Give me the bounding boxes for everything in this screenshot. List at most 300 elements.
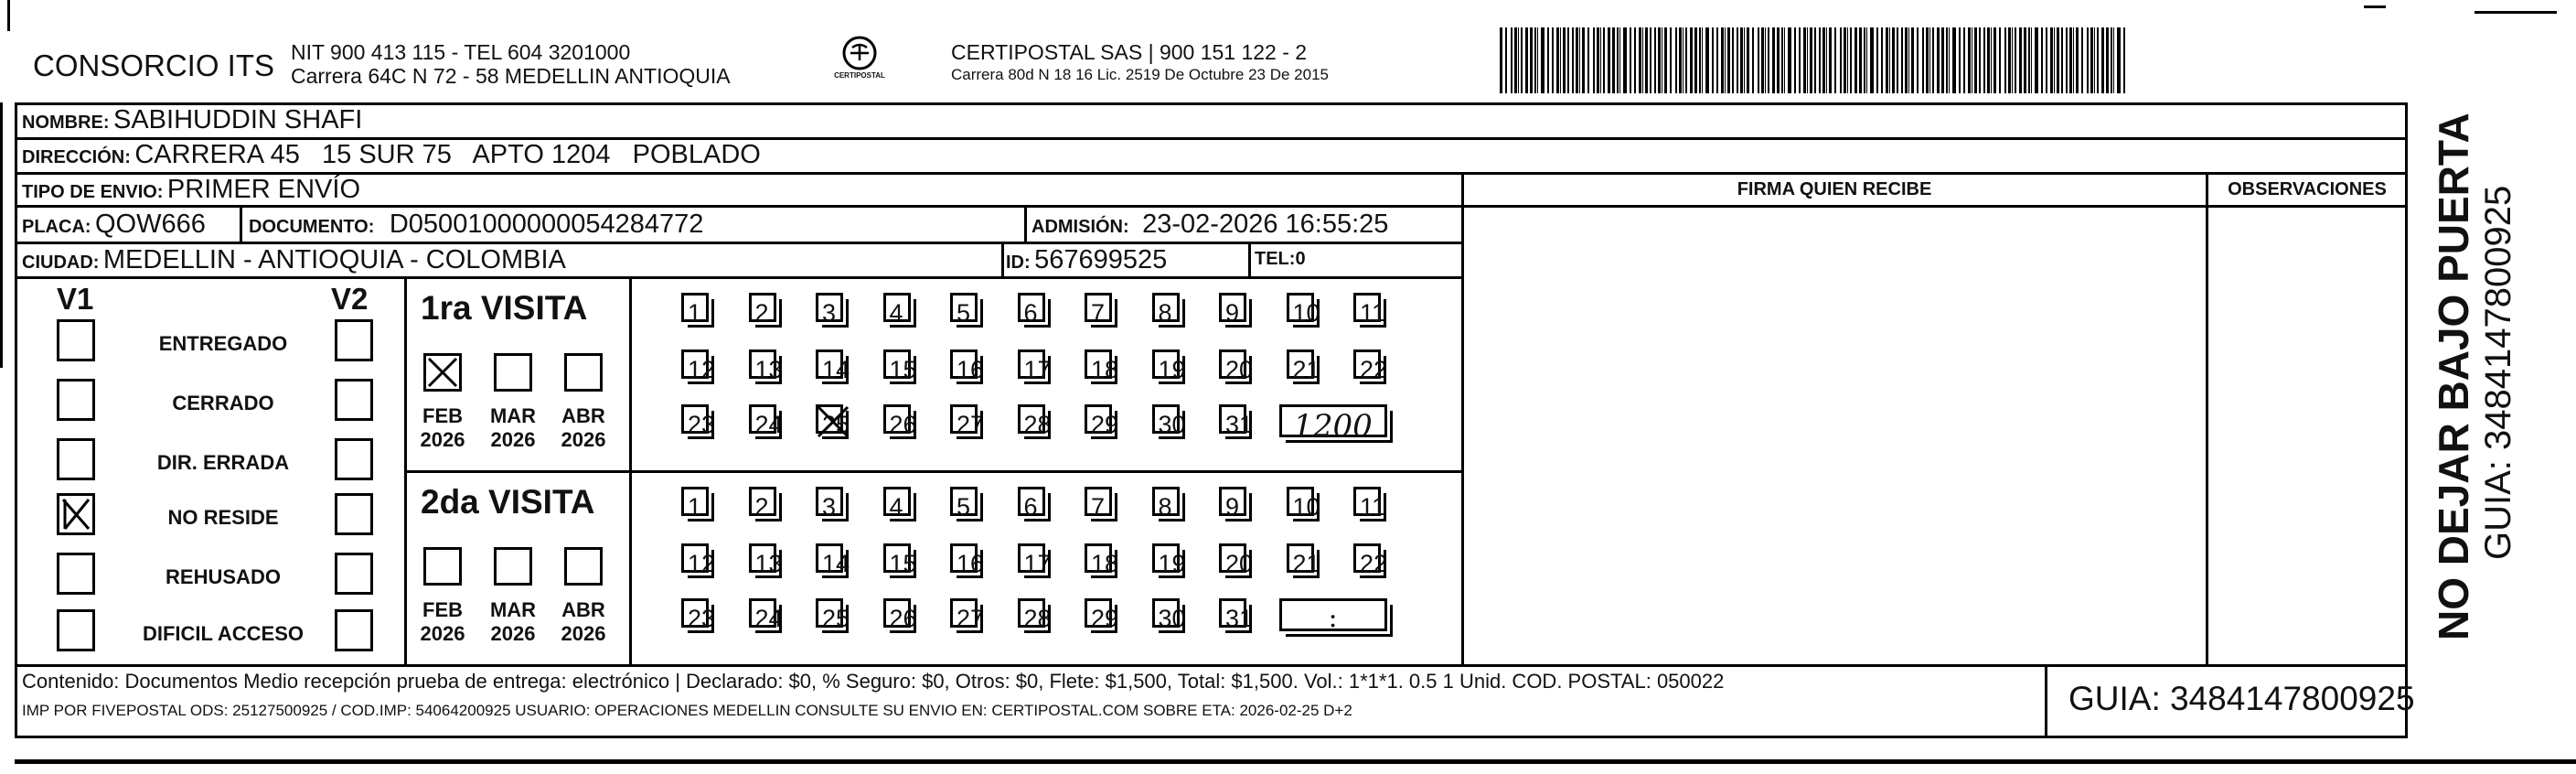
- ciudad-label: CIUDAD:: [22, 253, 100, 273]
- day-box[interactable]: 31: [1219, 598, 1246, 628]
- day-box[interactable]: 25: [816, 404, 843, 434]
- day-box[interactable]: 24: [749, 404, 776, 434]
- barcode-bar: [1768, 27, 1769, 93]
- day-box[interactable]: 18: [1085, 543, 1112, 573]
- day-box[interactable]: 10: [1287, 487, 1314, 516]
- day-box[interactable]: 26: [883, 598, 911, 628]
- corner-mark: [2364, 5, 2386, 8]
- tipo-value: PRIMER ENVÍO: [166, 175, 361, 204]
- barcode-bar: [1560, 27, 1561, 93]
- barcode-bar: [1908, 27, 1909, 93]
- barcode-bar: [2041, 27, 2043, 93]
- day-box[interactable]: 8: [1152, 293, 1180, 322]
- nombre-row: [22, 105, 362, 135]
- status-label: CERRADO: [172, 392, 274, 414]
- barcode-bar: [1593, 27, 1595, 93]
- month-name: MAR: [489, 598, 537, 621]
- day-box[interactable]: 14: [816, 543, 843, 573]
- month-label: [415, 598, 470, 646]
- barcode-bar: [1619, 27, 1620, 93]
- footer-guia: GUIA: 3484147800925: [2068, 680, 2415, 717]
- v2-checkbox[interactable]: [335, 438, 373, 480]
- month-label: [486, 404, 540, 452]
- observaciones-header: OBSERVACIONES: [2228, 179, 2387, 199]
- day-box[interactable]: 6: [1018, 487, 1045, 516]
- month-name: FEB: [422, 598, 463, 621]
- direccion-label: DIRECCIÓN:: [22, 147, 131, 167]
- corner-mark: [7, 0, 10, 31]
- barcode-bar: [2046, 27, 2047, 93]
- month-label: [556, 598, 611, 646]
- day-box[interactable]: 10: [1287, 293, 1314, 322]
- barcode-bar: [1699, 27, 1701, 93]
- barcode-bar: [1650, 27, 1651, 93]
- day-box[interactable]: 16: [950, 349, 978, 379]
- barcode-bar: [2012, 27, 2013, 93]
- day-box[interactable]: 1: [681, 293, 709, 322]
- barcode-bar: [2054, 27, 2055, 93]
- barcode-bar: [1949, 27, 1950, 93]
- x-mark-icon: [59, 496, 92, 532]
- barcode-bar: [1658, 27, 1661, 93]
- barcode-bar: [1840, 27, 1842, 93]
- day-box[interactable]: 5: [950, 487, 978, 516]
- barcode-bar: [1866, 27, 1867, 93]
- day-box[interactable]: 23: [681, 598, 709, 628]
- barcode-bar: [1732, 27, 1734, 93]
- barcode-bar: [1929, 27, 1930, 93]
- day-box[interactable]: 11: [1353, 487, 1381, 516]
- barcode-bar: [1777, 27, 1780, 93]
- month-checkbox[interactable]: [564, 547, 603, 586]
- barcode-bar: [1572, 27, 1574, 93]
- barcode-bar: [1876, 27, 1878, 93]
- barcode-bar: [1525, 27, 1528, 93]
- barcode-bar: [1922, 27, 1924, 93]
- month-checkbox[interactable]: [423, 353, 462, 392]
- day-box[interactable]: 30: [1152, 598, 1180, 628]
- v1-checkbox[interactable]: [57, 379, 95, 421]
- barcode-bar: [1781, 27, 1783, 93]
- day-box[interactable]: 13: [749, 543, 776, 573]
- month-year: 2026: [420, 428, 465, 451]
- v1-checkbox[interactable]: [57, 493, 95, 535]
- frame-bottom: [15, 736, 2408, 738]
- barcode-bar: [2004, 27, 2006, 93]
- id-row: [1006, 245, 1167, 275]
- barcode-bar: [1514, 27, 1517, 93]
- v2-label: V2: [331, 282, 369, 316]
- barcode-bar: [2076, 27, 2079, 93]
- v1-checkbox[interactable]: [57, 609, 95, 651]
- day-box[interactable]: 1: [681, 487, 709, 516]
- barcode-bar: [2081, 27, 2083, 93]
- barcode-bar: [1747, 27, 1749, 93]
- day-box[interactable]: 20: [1219, 543, 1246, 573]
- frame-shadow: [15, 759, 2576, 764]
- barcode-bar: [1897, 27, 1898, 93]
- barcode-bar: [1901, 27, 1903, 93]
- barcode-bar: [2031, 27, 2032, 93]
- month-name: ABR: [561, 404, 605, 427]
- barcode-bar: [1567, 27, 1569, 93]
- time-box[interactable]: :: [1279, 598, 1387, 631]
- day-box[interactable]: 21: [1287, 543, 1314, 573]
- barcode-bar: [1702, 27, 1703, 93]
- outer-left: [0, 102, 3, 368]
- barcode-bar: [1788, 27, 1791, 93]
- barcode-bar: [1664, 27, 1667, 93]
- x-mark-icon: [815, 403, 851, 440]
- day-box[interactable]: 8: [1152, 487, 1180, 516]
- day-box[interactable]: 27: [950, 598, 978, 628]
- day-box[interactable]: 14: [816, 349, 843, 379]
- cell-divider: [1248, 242, 1251, 276]
- barcode-bar: [1579, 27, 1580, 93]
- day-box[interactable]: 21: [1287, 349, 1314, 379]
- day-box[interactable]: 5: [950, 293, 978, 322]
- col-divider: [1461, 172, 1464, 664]
- day-box[interactable]: 13: [749, 349, 776, 379]
- month-name: MAR: [489, 404, 537, 427]
- barcode-bar: [1819, 27, 1821, 93]
- company-name: CONSORCIO ITS: [33, 48, 275, 82]
- barcode-bar: [1521, 27, 1523, 93]
- x-mark-icon: [426, 356, 459, 389]
- barcode-bar: [1810, 27, 1812, 93]
- barcode-bar: [1582, 27, 1585, 93]
- company-line-2: Carrera 64C N 72 - 58 MEDELLIN ANTIOQUIA: [291, 64, 731, 88]
- day-box[interactable]: 2: [749, 293, 776, 322]
- barcode-bar: [1721, 27, 1724, 93]
- admision-value: 23-02-2026 16:55:25: [1142, 210, 1389, 239]
- status-label: DIFICIL ACCESO: [142, 622, 304, 645]
- barcode-bar: [1991, 27, 1992, 93]
- barcode-bar: [2111, 27, 2112, 93]
- day-box[interactable]: 18: [1085, 349, 1112, 379]
- barcode-bar: [2035, 27, 2038, 93]
- barcode-bar: [1826, 27, 1827, 93]
- month-checkbox[interactable]: [423, 547, 462, 586]
- barcode-bar: [1926, 27, 1929, 93]
- status-label: DIR. ERRADA: [156, 451, 290, 474]
- carrier-line-1: CERTIPOSTAL SAS | 900 151 122 - 2: [951, 40, 1308, 64]
- barcode-bar: [2019, 27, 2022, 93]
- day-box[interactable]: 26: [883, 404, 911, 434]
- barcode-bar: [1608, 27, 1610, 93]
- barcode-bar: [2073, 27, 2074, 93]
- barcode-bar: [1859, 27, 1862, 93]
- direccion-value: CARRERA 45 15 SUR 75 APTO 1204 POBLADO: [134, 140, 761, 169]
- barcode-bar: [1654, 27, 1656, 93]
- v1-checkbox[interactable]: [57, 438, 95, 480]
- day-box[interactable]: 4: [883, 487, 911, 516]
- day-box[interactable]: 11: [1353, 293, 1381, 322]
- barcode-bar: [2113, 27, 2114, 93]
- day-box[interactable]: 15: [883, 543, 911, 573]
- barcode-bar: [1807, 27, 1808, 93]
- barcode-bar: [1600, 27, 1601, 93]
- tel-value: 0: [1295, 249, 1306, 269]
- ciudad-row: [22, 245, 566, 275]
- day-box[interactable]: 7: [1085, 487, 1112, 516]
- barcode-bar: [1597, 27, 1599, 93]
- barcode-bar: [2015, 27, 2016, 93]
- side-guia: GUIA: 3484147800925: [2478, 185, 2518, 560]
- day-box[interactable]: 19: [1152, 349, 1180, 379]
- barcode-bar: [1803, 27, 1806, 93]
- nombre-label: NOMBRE:: [22, 113, 110, 133]
- barcode-bar: [1794, 27, 1796, 93]
- cell-divider: [1001, 242, 1004, 276]
- barcode-bar: [1511, 27, 1512, 93]
- v1-checkbox[interactable]: [57, 553, 95, 595]
- barcode-bar: [1870, 27, 1874, 93]
- status-label: REHUSADO: [166, 565, 281, 588]
- certipostal-logo: [832, 35, 887, 90]
- frame-right: [2405, 102, 2408, 737]
- v2-checkbox[interactable]: [335, 553, 373, 595]
- barcode-bar: [2117, 27, 2121, 93]
- day-box[interactable]: 9: [1219, 293, 1246, 322]
- documento-row: [249, 210, 703, 240]
- day-box[interactable]: 7: [1085, 293, 1112, 322]
- barcode-bar: [1694, 27, 1697, 93]
- barcode-bar: [1737, 27, 1738, 93]
- barcode-bar: [1552, 27, 1554, 93]
- day-box[interactable]: 4: [883, 293, 911, 322]
- barcode-bar: [1850, 27, 1852, 93]
- barcode-bar: [1675, 27, 1677, 93]
- barcode-bar: [1603, 27, 1605, 93]
- barcode-bar: [1952, 27, 1956, 93]
- barcode-bar: [1547, 27, 1549, 93]
- barcode-bar: [1822, 27, 1825, 93]
- placa-row: [22, 210, 206, 240]
- barcode-bar: [1505, 27, 1507, 93]
- barcode-bar: [1630, 27, 1631, 93]
- barcode-bar: [1712, 27, 1714, 93]
- day-box[interactable]: 31: [1219, 404, 1246, 434]
- id-value: 567699525: [1034, 245, 1168, 274]
- day-box[interactable]: 12: [681, 543, 709, 573]
- barcode-bar: [2123, 27, 2125, 93]
- day-box[interactable]: 9: [1219, 487, 1246, 516]
- barcode-bar: [2106, 27, 2109, 93]
- barcode-bar: [1623, 27, 1627, 93]
- placa-label: PLACA:: [22, 217, 91, 237]
- visit-title: 1ra VISITA: [421, 289, 588, 327]
- barcode-bar: [2028, 27, 2030, 93]
- firma-header: FIRMA QUIEN RECIBE: [1737, 179, 1932, 199]
- day-box[interactable]: 3: [816, 487, 843, 516]
- row-line: [15, 276, 1462, 279]
- barcode-bar: [1752, 27, 1754, 93]
- day-box[interactable]: 28: [1018, 598, 1045, 628]
- barcode-bar: [1937, 27, 1940, 93]
- barcode-bar: [1639, 27, 1641, 93]
- day-box[interactable]: 28: [1018, 404, 1045, 434]
- day-box[interactable]: 17: [1018, 349, 1045, 379]
- admision-row: [1031, 210, 1388, 240]
- month-name: ABR: [561, 598, 605, 621]
- month-name: FEB: [422, 404, 463, 427]
- barcode-bar: [2066, 27, 2068, 93]
- visit-title: 2da VISITA: [421, 483, 595, 521]
- status-label: NO RESIDE: [167, 506, 279, 529]
- v1-checkbox[interactable]: [57, 319, 95, 361]
- barcode-bar: [2094, 27, 2095, 93]
- documento-label: DOCUMENTO:: [249, 217, 375, 237]
- day-box[interactable]: 3: [816, 293, 843, 322]
- header-underline: [1461, 205, 2405, 208]
- barcode-bar: [1889, 27, 1890, 93]
- barcode-bar: [1784, 27, 1785, 93]
- tel-label: TEL:: [1255, 249, 1296, 269]
- day-box[interactable]: 29: [1085, 404, 1112, 434]
- month-year: 2026: [420, 622, 465, 645]
- barcode-bar: [1518, 27, 1519, 93]
- barcode-bar: [2090, 27, 2093, 93]
- day-box[interactable]: 23: [681, 404, 709, 434]
- company-line-1: NIT 900 413 115 - TEL 604 3201000: [291, 40, 631, 64]
- barcode-bar: [2101, 27, 2104, 93]
- barcode-bar: [1587, 27, 1589, 93]
- day-box[interactable]: 6: [1018, 293, 1045, 322]
- barcode-bar: [1617, 27, 1619, 93]
- frame-left: [15, 102, 17, 737]
- day-box[interactable]: 24: [749, 598, 776, 628]
- day-box[interactable]: 22: [1353, 349, 1381, 379]
- month-year: 2026: [561, 428, 606, 451]
- barcode-bar: [1690, 27, 1693, 93]
- tel-row: [1255, 249, 1306, 270]
- barcode-bar: [1844, 27, 1846, 93]
- barcode-bar: [1987, 27, 1990, 93]
- day-box[interactable]: 25: [816, 598, 843, 628]
- barcode-bar: [1917, 27, 1919, 93]
- day-box[interactable]: 19: [1152, 543, 1180, 573]
- barcode-bar: [2069, 27, 2072, 93]
- barcode-bar: [2024, 27, 2026, 93]
- v2-checkbox[interactable]: [335, 319, 373, 361]
- day-box[interactable]: 29: [1085, 598, 1112, 628]
- barcode-bar: [1881, 27, 1883, 93]
- barcode-bar: [1993, 27, 1996, 93]
- month-checkbox[interactable]: [564, 353, 603, 392]
- barcode-bar: [2087, 27, 2089, 93]
- tipo-row: [22, 175, 360, 205]
- barcode-bar: [1983, 27, 1985, 93]
- day-box[interactable]: 17: [1018, 543, 1045, 573]
- logo-caption: CERTIPOSTAL: [834, 71, 885, 80]
- barcode-bar: [1716, 27, 1718, 93]
- barcode-bar: [1500, 27, 1502, 93]
- barcode-bar: [1892, 27, 1895, 93]
- day-box[interactable]: 22: [1353, 543, 1381, 573]
- barcode-bar: [1905, 27, 1908, 93]
- barcode-bar: [1974, 27, 1977, 93]
- footer-imp: IMP POR FIVEPOSTAL ODS: 25127500925 / COD.IMP: 54064200925 USUARIO: OPERACIONES MEDELLIN CONSULTE SU ENVIO EN: CERTIPOSTAL.COM SOBRE ETA: 2026-02-25 D+2: [22, 702, 1352, 719]
- cell-divider: [240, 205, 242, 242]
- day-box[interactable]: 20: [1219, 349, 1246, 379]
- barcode-bar: [1576, 27, 1578, 93]
- visit-divider: [404, 470, 1461, 473]
- barcode-bar: [1534, 27, 1536, 93]
- row-line: [15, 172, 2405, 175]
- barcode-bar: [1829, 27, 1832, 93]
- month-label: [556, 404, 611, 452]
- v2-checkbox[interactable]: [335, 609, 373, 651]
- documento-value: D05001000000054284772: [389, 210, 704, 239]
- col-divider: [2045, 664, 2047, 737]
- barcode-bar: [1537, 27, 1538, 93]
- v2-checkbox[interactable]: [335, 493, 373, 535]
- placa-value: QOW666: [95, 210, 206, 239]
- admision-label: ADMISIÓN:: [1031, 217, 1129, 237]
- footer-content: Contenido: Documentos Medio recepción prueba de entrega: electrónico | Declarado: $0, % Seguro: $0, Otros: $0, Flete: $1,500, Total: $1,500. Vol.: 1*1*1. 0.5 1 Unid. COD. POSTAL: 050022: [22, 670, 1725, 693]
- barcode-bar: [1530, 27, 1533, 93]
- tipo-label: TIPO DE ENVIO:: [22, 182, 164, 202]
- barcode-bar: [1855, 27, 1857, 93]
- day-box[interactable]: 2: [749, 487, 776, 516]
- barcode-bar: [1941, 27, 1944, 93]
- day-box[interactable]: 27: [950, 404, 978, 434]
- barcode-bar: [1727, 27, 1730, 93]
- barcode-bar: [1645, 27, 1648, 93]
- barcode-bar: [1999, 27, 2001, 93]
- month-year: 2026: [490, 622, 536, 645]
- nombre-value: SABIHUDDIN SHAFI: [113, 105, 363, 134]
- barcode-bar: [1541, 27, 1545, 93]
- carrier-line-2: Carrera 80d N 18 16 Lic. 2519 De Octubre 23 De 2015: [951, 66, 1329, 83]
- barcode-bar: [1744, 27, 1745, 93]
- day-box[interactable]: 12: [681, 349, 709, 379]
- month-year: 2026: [561, 622, 606, 645]
- v2-checkbox[interactable]: [335, 379, 373, 421]
- col-divider: [2206, 172, 2208, 664]
- barcode-bar: [1834, 27, 1836, 93]
- barcode-bar: [1911, 27, 1914, 93]
- month-checkbox[interactable]: [494, 547, 532, 586]
- barcode-bar: [1679, 27, 1682, 93]
- barcode-bar: [1979, 27, 1981, 93]
- barcode-bar: [1556, 27, 1559, 93]
- day-box[interactable]: 15: [883, 349, 911, 379]
- barcode-bar: [2061, 27, 2063, 93]
- v1-label: V1: [57, 282, 94, 316]
- barcode-bar: [1563, 27, 1566, 93]
- month-label: [486, 598, 540, 646]
- day-box[interactable]: 30: [1152, 404, 1180, 434]
- barcode-bar: [1758, 27, 1759, 93]
- barcode-bar: [2050, 27, 2053, 93]
- barcode-bar: [1612, 27, 1615, 93]
- barcode-bar: [1932, 27, 1934, 93]
- cell-divider: [1024, 205, 1027, 242]
- barcode-bar: [1814, 27, 1816, 93]
- day-box[interactable]: 16: [950, 543, 978, 573]
- barcode-bar: [1886, 27, 1888, 93]
- ciudad-value: MEDELLIN - ANTIOQUIA - COLOMBIA: [102, 245, 566, 274]
- barcode-bar: [1685, 27, 1687, 93]
- barcode-bar: [1946, 27, 1948, 93]
- barcode-bar: [1670, 27, 1672, 93]
- frame-top: [15, 102, 2405, 105]
- month-checkbox[interactable]: [494, 353, 532, 392]
- id-label: ID:: [1006, 253, 1031, 273]
- time-box[interactable]: 1200: [1279, 404, 1387, 437]
